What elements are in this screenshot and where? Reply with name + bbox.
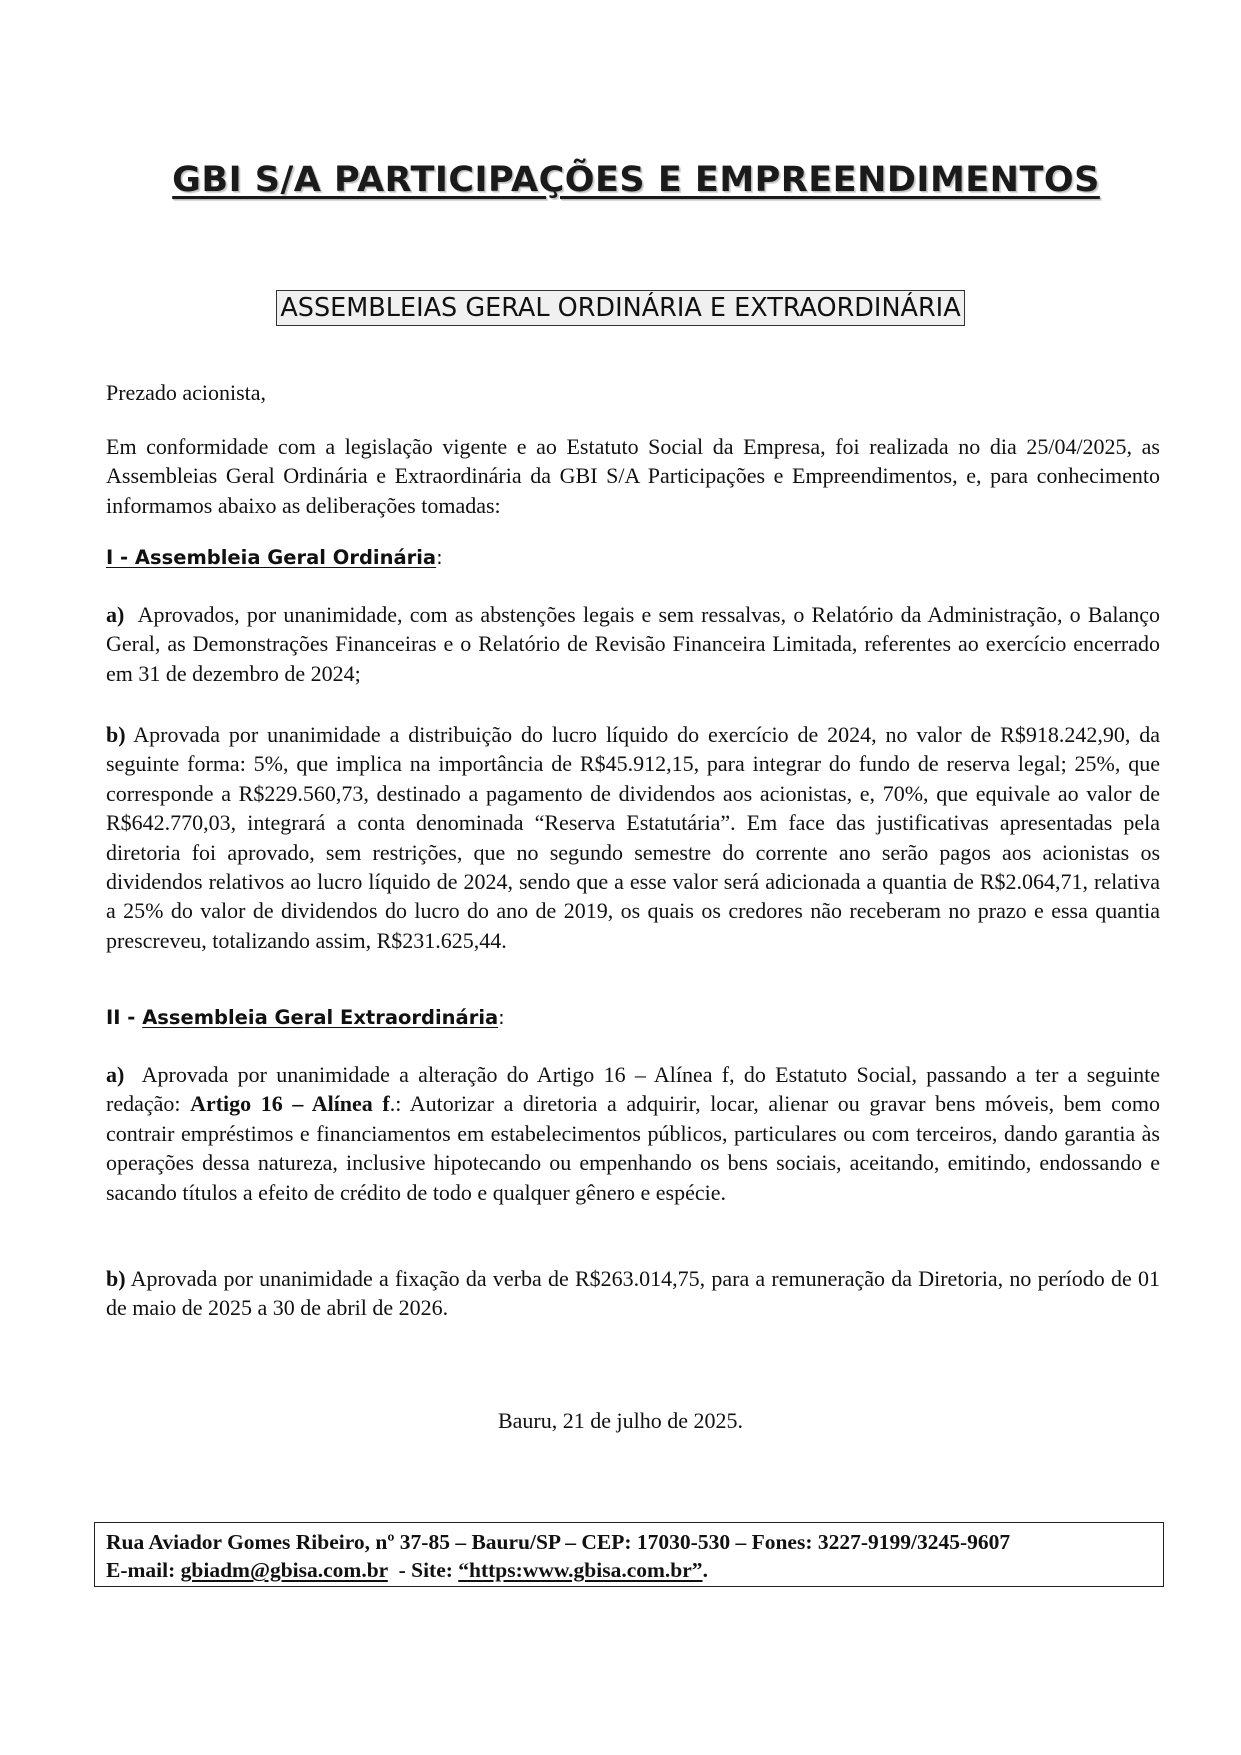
date-line: Bauru, 21 de julho de 2025. (497, 1408, 744, 1433)
section-heading-extraordinary-prefix: II - (106, 1006, 143, 1029)
extraordinary-item-b-text: Aprovada por unanimidade a fixação da verba de R$263.014,75, para a remuneração da Diretoria, no período de 01 de maio de 2025 a 30 de abril de 2026. (106, 1266, 1160, 1321)
section-heading-ordinary-colon: : (436, 546, 443, 569)
ordinary-item-b-text: Aprovada por unanimidade a distribuição do lucro líquido do exercício de 2024, no valor de R$918.242,90, da seguinte forma: 5%, que implica na importância de R$45.912,15, para integrar do fundo de reserva legal; 25%, que corresponde a R$229.560,73, destinado a pagamento de dividendos aos acionistas, e, 70%, que equivale ao valor de R$642.770,03, integrará a conta denominada “Reserva Estatutária”. Em face das justificativas apresentadas pela diretoria foi aprovado, sem restrições, que no segundo semestre do corrente ano serão pagos aos acionistas os dividendos relativos ao lucro líquido de 2024, sendo que a esse valor será adicionada a quantia de R$2.064,71, relativa a 25% do valor de dividendos do lucro do ano de 2019, os quais os credores não receberam no prazo e essa quantia prescreveu, totalizando assim, R$231.625,44. (106, 722, 1160, 953)
footer-site-suffix: . (702, 1558, 708, 1582)
intro-paragraph: Em conformidade com a legislação vigente e ao Estatuto Social da Empresa, foi realizada no dia 25/04/2025, as Assembleias Geral Ordinária e Extraordinária da GBI S/A Participações e Empreendimentos, e, para conhecimento informamos abaixo as deliberações tomadas: (106, 434, 1160, 518)
footer-site-label: - Site: (387, 1558, 459, 1582)
extraordinary-item-a-label: a) (106, 1062, 125, 1087)
section-heading-ordinary (106, 546, 443, 569)
section-heading-extraordinary (106, 1006, 505, 1029)
ordinary-item-b (106, 720, 1160, 955)
footer-contact-box (94, 1522, 1164, 1587)
extraordinary-item-b-label: b) (106, 1266, 126, 1291)
section-heading-ordinary-label: I - Assembleia Geral Ordinária (106, 546, 437, 569)
company-title: GBI S/A PARTICIPAÇÕES E EMPREENDIMENTOS (172, 160, 1100, 200)
footer-email-link[interactable]: gbiadm@gbisa.com.br (180, 1558, 388, 1582)
ordinary-item-b-label: b) (106, 722, 126, 747)
extraordinary-item-a-text-2: .: Autorizar a diretoria a adquirir, locar, alienar ou gravar bens móveis, bem como contrair empréstimos e financiamentos em estabelecimentos públicos, particulares ou com terceiros, dando garantia às operações dessa natureza, inclusive hipotecando ou empenhando os bens sociais, aceitando, emitindo, endossando e sacando títulos a efeito de crédito de todo e qualquer gênero e espécie. (106, 1091, 1160, 1205)
extraordinary-item-a-bold: Artigo 16 – Alínea f (190, 1091, 390, 1117)
section-heading-extraordinary-label: Assembleia Geral Extraordinária (142, 1006, 499, 1029)
ordinary-item-a-label: a) (106, 602, 125, 627)
greeting: Prezado acionista, (106, 380, 267, 405)
section-heading-extraordinary-colon: : (498, 1006, 505, 1029)
footer-address: Rua Aviador Gomes Ribeiro, nº 37-85 – Bauru/SP – CEP: 17030-530 – Fones: 3227-9199/3245-9607 (106, 1530, 1011, 1554)
footer-email-label: E-mail: (106, 1558, 181, 1582)
extraordinary-item-a (106, 1060, 1160, 1207)
assembly-subtitle: ASSEMBLEIAS GERAL ORDINÁRIA E EXTRAORDINÁRIA (276, 290, 964, 326)
extraordinary-item-a-text-1: Aprovada por unanimidade a alteração do Artigo 16 – Alínea f, do Estatuto Social, passando a ter a seguinte redação: (106, 1062, 1161, 1117)
ordinary-item-a-text: Aprovados, por unanimidade, com as abstenções legais e sem ressalvas, o Relatório da Administração, o Balanço Geral, as Demonstrações Financeiras e o Relatório de Revisão Financeira Limitada, referentes ao exercício encerrado em 31 de dezembro de 2024; (106, 602, 1160, 686)
subtitle-wrapper (0, 290, 1241, 326)
footer-site-link[interactable]: “https:www.gbisa.com.br” (458, 1558, 703, 1582)
footer-contact-line (106, 1556, 1153, 1584)
extraordinary-item-b (106, 1264, 1160, 1323)
ordinary-item-a (106, 600, 1160, 688)
